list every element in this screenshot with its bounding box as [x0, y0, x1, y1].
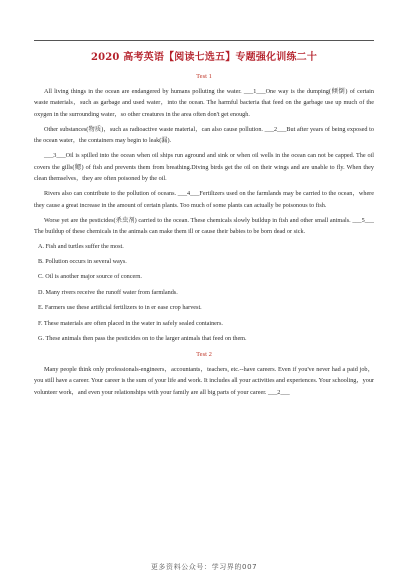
- option-b: B. Pollution occurs in several ways.: [38, 257, 127, 265]
- option-d: D. Many rivers receive the runoff water from farmlands.: [38, 288, 178, 296]
- option-g: G. These animals then pass the pesticides on to the larger animals that feed on them.: [38, 334, 247, 342]
- test1-paragraph-5: Worse yet are the pesticides(杀虫剂) carried to the ocean. These chemicals slowly buildup in fish and other small animals. ___5___ The buildup of these chemicals in the animals can make them ill or cause their babies to be born dead or sick.: [34, 216, 374, 236]
- test1-heading: Test 1: [196, 73, 212, 80]
- option-f: F. These materials are often placed in the water in safely sealed containers.: [38, 319, 223, 327]
- answer-options: [34, 242, 374, 344]
- header-rule: [34, 40, 374, 41]
- test2-heading: Test 2: [196, 350, 212, 358]
- document-title: 2020 高考英语【阅读七选五】专题强化训练二十: [90, 52, 318, 63]
- option-a: A. Fish and turtles suffer the most.: [38, 242, 124, 250]
- test2-paragraph-1: Many people think only professionals-engineers，accountants，teachers, etc.--have careers. Even if you've never had a paid job，you still have a career. Your career is the sum of your life and work. It includes all your activities and experiences. Your schooling，your volunteer work，and even your relationships with your family are all big parts of your career. ___2___: [34, 365, 374, 396]
- option-c: C. Oil is another major source of concern.: [38, 273, 142, 281]
- test1-paragraph-4: Rivers also can contribute to the pollution of oceans. ___4___Fertilizers used on the farmlands may be carried to the ocean，where they cause a great increase in the amount of certain plants. Too much of some plants can actually be poisonous to fish.: [34, 190, 374, 209]
- footer-note: 更多资料公众号：学习界的007: [150, 563, 258, 571]
- test1-paragraph-3: ___3___Oil is spilled into the ocean when oil ships run aground and sink or when oil wells in the ocean can not be capped. The oil covers the gills(鳃) of fish and prevents them from breathing.Diving birds get the oil on their wings and are unable to fly. When they clean themselves，they are often poisoned by the oil.: [34, 152, 374, 183]
- option-e: E. Farmers use these artificial fertilizers to in er ease crop harvest.: [38, 304, 202, 312]
- test1-paragraph-2: Other substances(物质)，such as radioactive waste material，can also cause pollution. ___2___But after years of being exposed to the ocean water，the containers may begin to leak(漏).: [34, 125, 374, 145]
- test1-paragraph-1: All living things in the ocean are endangered by humans polluting the water. ___1___One way is the dumping(倾倒) of certain waste materials，such as garbage and used water，into the ocean. The harmful bacteria that feed on the garbage use up much of the oxygen in the surrounding water，so other creatures in the area often don't get enough.: [34, 88, 374, 118]
- document-body: [34, 72, 374, 402]
